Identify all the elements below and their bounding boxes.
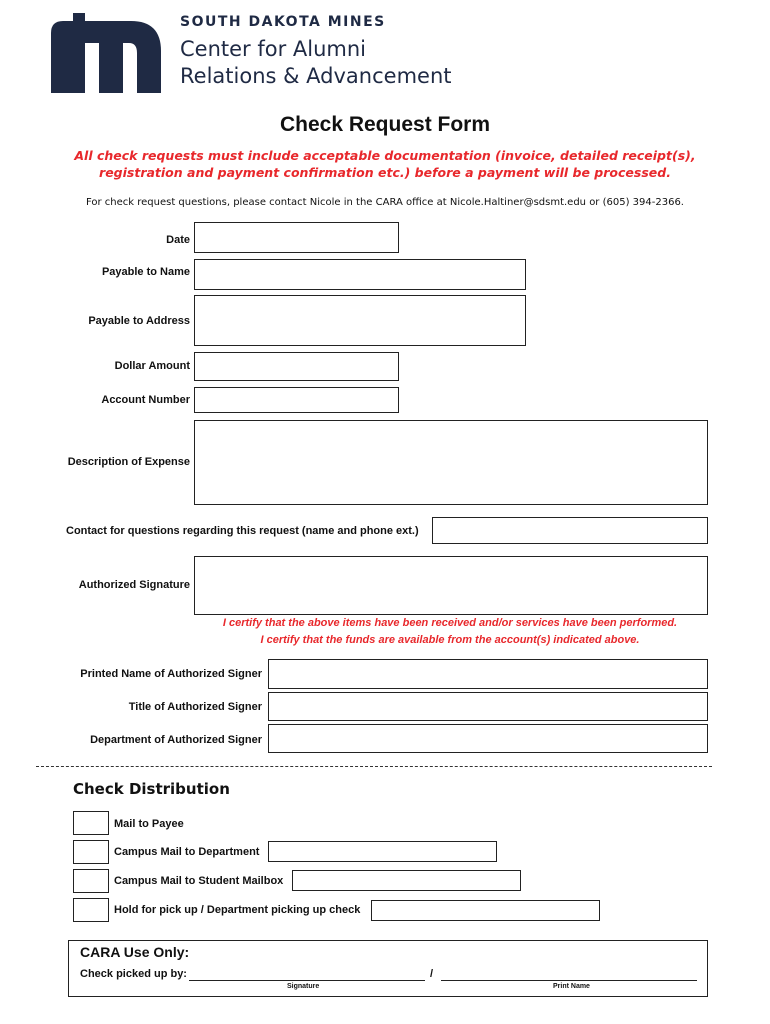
dollar-amount-field[interactable] xyxy=(194,352,399,381)
print-name-line[interactable] xyxy=(441,980,697,981)
contact-questions-field[interactable] xyxy=(432,517,708,544)
campus-mail-department-field[interactable] xyxy=(268,841,497,862)
center-name: Center for Alumni xyxy=(180,37,367,61)
payable-address-label: Payable to Address xyxy=(88,315,190,327)
student-mailbox-field[interactable] xyxy=(292,870,521,891)
page-title: Check Request Form xyxy=(279,113,491,136)
mail-to-payee-checkbox[interactable] xyxy=(73,811,109,835)
hold-pickup-checkbox[interactable] xyxy=(73,898,109,922)
authorized-signature-label: Authorized Signature xyxy=(78,579,190,591)
section-divider xyxy=(36,766,712,767)
picked-up-label: Check picked up by: xyxy=(80,968,187,980)
account-number-field[interactable] xyxy=(194,387,399,413)
account-number-label: Account Number xyxy=(101,394,190,406)
description-label: Description of Expense xyxy=(67,456,190,468)
dollar-amount-label: Dollar Amount xyxy=(114,360,190,372)
printed-name-field[interactable] xyxy=(268,659,708,689)
campus-mail-department-label: Campus Mail to Department xyxy=(114,846,260,858)
signer-department-field[interactable] xyxy=(268,724,708,753)
description-field[interactable] xyxy=(194,420,708,505)
authorized-signature-field[interactable] xyxy=(194,556,708,615)
certification-text: I certify that the above items have been received and/or services have been performed. xyxy=(222,617,678,629)
m-logo-icon xyxy=(51,13,161,93)
payable-name-field[interactable] xyxy=(194,259,526,290)
payable-name-label: Payable to Name xyxy=(101,266,190,278)
distribution-heading: Check Distribution xyxy=(73,780,230,798)
student-mailbox-checkbox[interactable] xyxy=(73,869,109,893)
date-label: Date xyxy=(166,234,190,246)
org-name: SOUTH DAKOTA MINES xyxy=(180,14,386,30)
print-name-caption: Print Name xyxy=(553,983,590,990)
documentation-warning: All check requests must include acceptable documentation (invoice, detailed receipt(s), xyxy=(74,148,696,163)
printed-name-label: Printed Name of Authorized Signer xyxy=(80,668,262,680)
student-mailbox-label: Campus Mail to Student Mailbox xyxy=(114,875,284,887)
cara-heading: CARA Use Only: xyxy=(80,944,190,960)
payable-address-field[interactable] xyxy=(194,295,526,346)
hold-pickup-field[interactable] xyxy=(371,900,600,921)
certification-text-line2: I certify that the funds are available from the account(s) indicated above. xyxy=(260,634,640,646)
signature-line[interactable] xyxy=(189,980,425,981)
date-field[interactable] xyxy=(194,222,399,253)
documentation-warning-line2: registration and payment confirmation etc.) before a payment will be processed. xyxy=(99,165,671,180)
contact-info: For check request questions, please contact Nicole in the CARA office at Nicole.Haltiner@sdsmt.edu or (605) 394-2366. xyxy=(85,197,684,208)
signer-department-label: Department of Authorized Signer xyxy=(90,734,262,746)
campus-mail-department-checkbox[interactable] xyxy=(73,840,109,864)
mail-to-payee-label: Mail to Payee xyxy=(114,818,184,830)
hold-pickup-label: Hold for pick up / Department picking up check xyxy=(114,904,361,916)
signature-caption: Signature xyxy=(287,983,320,990)
slash-separator: / xyxy=(430,968,434,980)
center-name-line2: Relations & Advancement xyxy=(180,64,452,88)
contact-questions-label: Contact for questions regarding this request (name and phone ext.) xyxy=(66,525,419,537)
signer-title-field[interactable] xyxy=(268,692,708,721)
signer-title-label: Title of Authorized Signer xyxy=(128,701,262,713)
